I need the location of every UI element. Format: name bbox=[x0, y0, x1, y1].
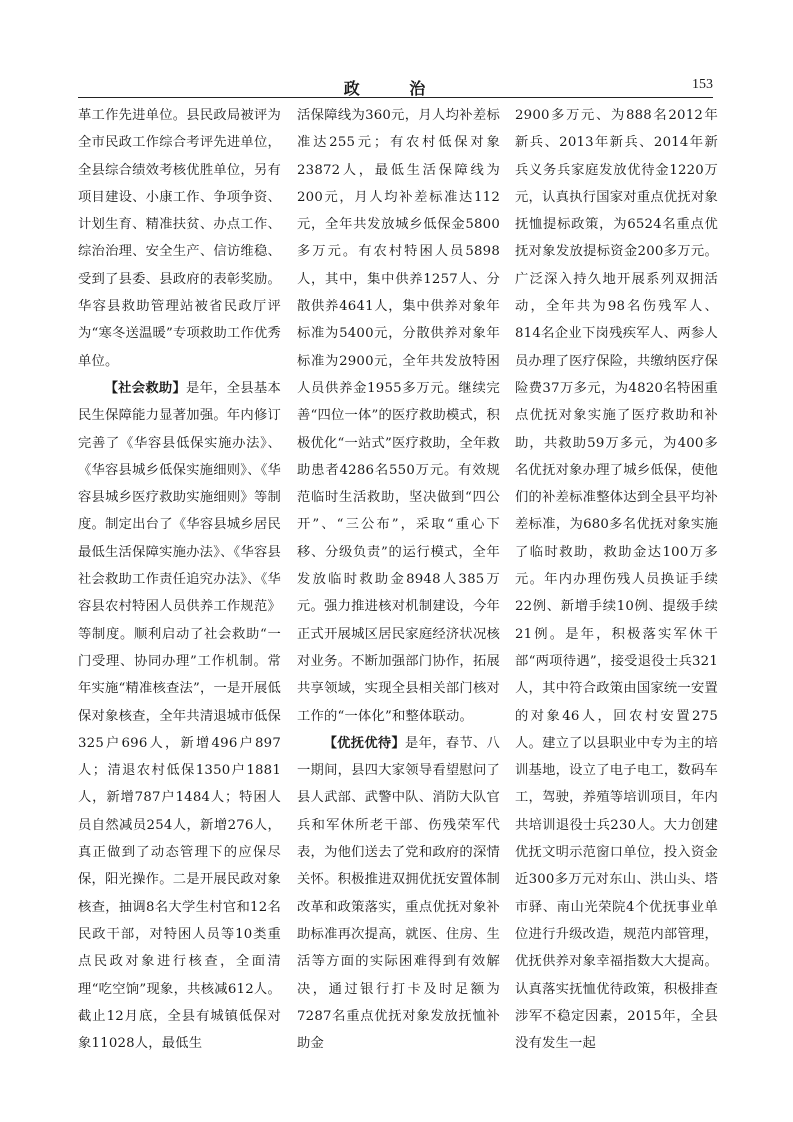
section-heading-preferential-care: 【优抚优待】 bbox=[323, 735, 406, 751]
paragraph-continuation: 2900多万元、为888名2012年新兵、2013年新兵、2014年新兵义务兵家庭发放优待金1220万元，认真执行国家对重点优抚对象抚恤提标政策，为6524名重点优抚对象发放提标资金200多万元。广泛深入持久地开展系列双拥活动，全年共为98名伤残军人、814名企业下岗残疾军人、两参人员办理了医疗保险，共缴纳医疗保险费37万多元，为4820名特困重点优抚对象实施了医疗救助和补助，共救助59万多元，为400多名优抚对象办理了城乡低保，使他们的补差标准整体达到全县平均补差标准，为680多名优抚对象实施了临时救助，救助金达100万多元。年内办理伤残人员换证手续22例、新增手续10例、提级手续21例。是年，积极落实军休干部“两项待遇”，接受退役士兵321人，其中符合政策由国家统一安置的对象46人，回农村安置275人。建立了以县职业中专为主的培训基地，设立了电子电工，数码车工，驾驶，养殖等培训项目，年内共培训退役士兵230人。大力创建优抚文明示范窗口单位，投入资金近300多万元对东山、洪山头、塔市驿、南山光荣院4个优抚事业单位进行升级改造，规范内部管理，优抚供养对象幸福指数大大提高。认真落实抚恤优待政策，积极排查涉军不稳定因素，2015年，全县没有发生一起 bbox=[515, 108, 718, 1052]
running-header bbox=[78, 76, 713, 96]
text-column-3 bbox=[515, 102, 718, 1052]
section-title: 政 治 bbox=[343, 79, 448, 98]
paragraph-social-assistance bbox=[78, 375, 281, 1057]
section-heading-social-assistance: 【社会救助】 bbox=[104, 380, 187, 396]
paragraph-body: 是年，全县基本民生保障能力显著加强。年内修订完善了《华容县低保实施办法》、《华容县城乡低保实施细则》、《华容县城乡医疗救助实施细则》等制度。制定出台了《华容县城乡居民最低生活保障实施办法》、《华容县社会救助工作责任追究办法》、《华容县农村特困人员供养工作规范》等制度。顺利启动了社会救助“一门受理、协同办理”工作机制。常年实施“精准核查法”，一是开展低保对象核查，全年共清退城市低保325户696人，新增496户897人；清退农村低保1350户1881人，新增787户1484人；特困人员自然减员254人，新增276人，真正做到了动态管理下的应保尽保，阳光操作。二是开展民政对象核查，抽调8名大学生村官和12名民政干部，对特困人员等10类重点民政对象进行核查，全面清理“吃空饷”现象，共核减612人。截止12月底，全县有城镇低保对象11028人，最低生 bbox=[78, 380, 281, 1052]
text-column-2 bbox=[297, 102, 500, 1052]
paragraph-continuation: 活保障线为360元，月人均补差标准达255元；有农村低保对象23872人，最低生活保障线为200元，月人均补差标准达112元，全年共发放城乡低保金5800多万元。有农村特困人员5898人，其中，集中供养1257人、分散供养4641人，集中供养对象年标准为5400元，分散供养对象年标准为2900元，全年共发放特困人员供养金1955多万元。继续完善“四位一体”的医疗救助模式，积极优化“一站式”医疗救助，全年救助患者4286名550万元。有效规范临时生活救助，坚决做到“四公开”、“三公布”，采取“重心下移、分级负责”的运行模式，全年发放临时救助金8948人385万元。强力推进核对机制建设，今年正式开展城区居民家庭经济状况核对业务。不断加强部门协作，拓展共享领域，实现全县相关部门核对工作的“一体化”和整体联动。 bbox=[297, 108, 500, 724]
paragraph-preferential-care bbox=[297, 730, 500, 1058]
text-column-1 bbox=[78, 102, 281, 1052]
paragraph-body: 是年，春节、八一期间，县四大家领导看望慰问了县人武部、武警中队、消防大队官兵和军休所老干部、伤残荣军代表，为他们送去了党和政府的深情关怀。积极推进双拥优抚安置体制改革和政策落实，重点优抚对象补助标准再次提高，就医、住房、生活等方面的实际困难得到有效解决，通过银行打卡及时足额为7287名重点优抚对象发放抚恤补助金 bbox=[297, 735, 500, 1052]
header-rule bbox=[78, 97, 713, 98]
paragraph-continuation: 革工作先进单位。县民政局被评为全市民政工作综合考评先进单位，全县综合绩效考核优胜单位，另有项目建设、小康工作、争项争资、计划生育、精准扶贫、办点工作、综治治理、安全生产、信访维稳、受到了县委、县政府的表彰奖励。华容县救助管理站被省民政厅评为“寒冬送温暖”专项救助工作优秀单位。 bbox=[78, 108, 281, 369]
page-number: 153 bbox=[692, 77, 713, 92]
